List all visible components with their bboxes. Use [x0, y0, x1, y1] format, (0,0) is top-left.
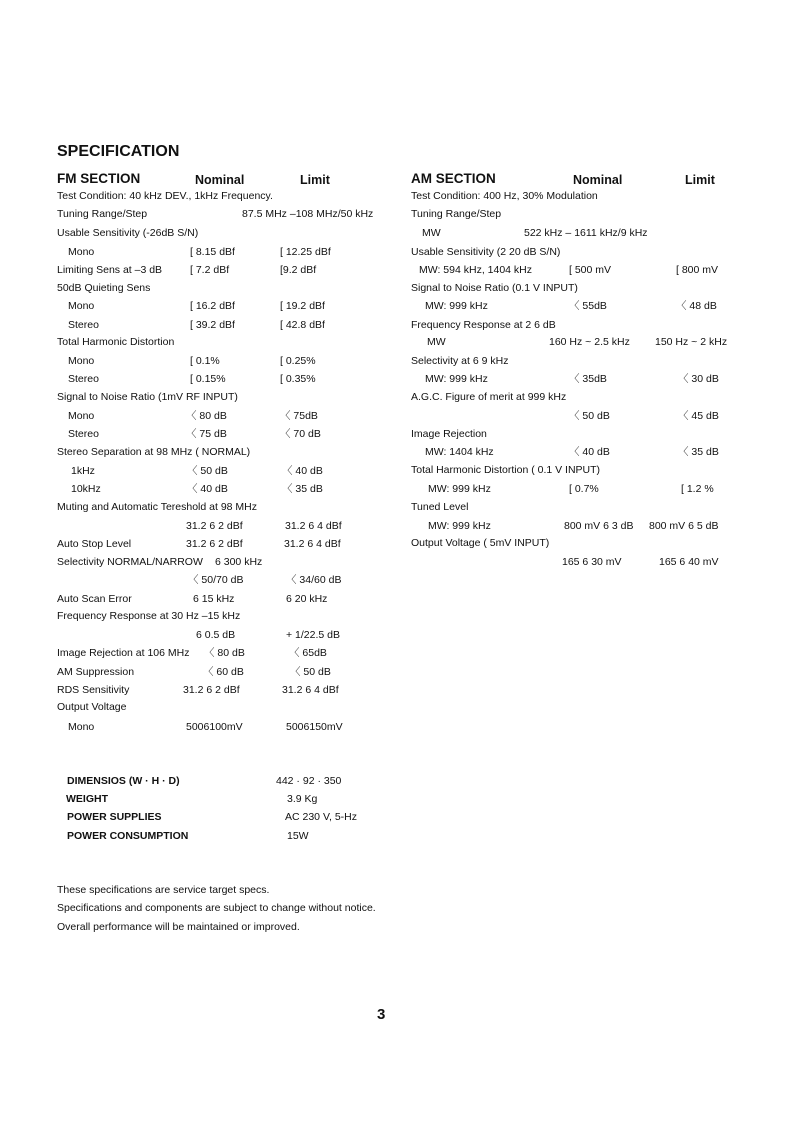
fm-section-heading: FM SECTION	[57, 171, 141, 186]
fm-sep-1k-label: 1kHz	[71, 465, 95, 477]
fm-selectivity-inline: 6 300 kHz	[215, 556, 263, 568]
am-agc-label: A.G.C. Figure of merit at 999 kHz	[411, 391, 567, 403]
fm-outvolt-mono-label: Mono	[68, 721, 95, 733]
fm-snr-stereo-limit: 〈 70 dB	[280, 428, 321, 440]
fm-selectivity-limit: 〈 34/60 dB	[286, 574, 342, 586]
fm-amsupp-nominal: 〈 60 dB	[203, 666, 244, 678]
fm-amsupp-limit: 〈 50 dB	[290, 666, 331, 678]
am-image-mw-label: MW: 1404 kHz	[425, 446, 494, 458]
fm-freqresp-limit: + 1/22.5 dB	[286, 629, 341, 641]
fm-thd-mono-label: Mono	[68, 355, 95, 367]
am-test-condition: Test Condition: 400 Hz, 30% Modulation	[411, 190, 598, 202]
fm-autostop-nominal: 31.2 6 2 dBf	[186, 538, 243, 550]
note-line: These specifications are service target specs.	[57, 884, 270, 896]
dimensions-value: 442 · 92 · 350	[276, 775, 342, 787]
fm-limit-header: Limit	[300, 173, 330, 187]
page-number: 3	[377, 1006, 386, 1023]
fm-sep-10k-limit: 〈 35 dB	[282, 483, 323, 495]
am-thd-mw-label: MW: 999 kHz	[428, 483, 491, 495]
power-consumption-value: 15W	[287, 830, 309, 842]
am-tuned-label: Tuned Level	[411, 501, 469, 513]
fm-image-limit: 〈 65dB	[289, 647, 327, 659]
power-supplies-label: POWER SUPPLIES	[67, 811, 162, 823]
fm-snr-stereo-nominal: 〈 75 dB	[186, 428, 227, 440]
fm-muting-label: Muting and Automatic Tereshold at 98 MHz	[57, 501, 257, 513]
am-snr-mw-nominal: 〈 55dB	[569, 300, 607, 312]
fm-limiting-nominal: [ 7.2 dBf	[190, 264, 230, 276]
am-image-label: Image Rejection	[411, 428, 487, 440]
page-title: SPECIFICATION	[57, 143, 180, 160]
am-image-mw-limit: 〈 35 dB	[678, 446, 719, 458]
weight-value: 3.9 Kg	[287, 793, 318, 805]
fm-sep-1k-nominal: 〈 50 dB	[187, 465, 228, 477]
fm-quieting-stereo-label: Stereo	[68, 319, 99, 331]
fm-quieting-stereo-limit: [ 42.8 dBf	[280, 319, 325, 331]
fm-nominal-header: Nominal	[195, 173, 245, 187]
am-thd-mw-limit: [ 1.2 %	[681, 483, 714, 495]
fm-quieting-label: 50dB Quieting Sens	[57, 282, 151, 294]
fm-limiting-limit: [9.2 dBf	[280, 264, 317, 276]
fm-snr-mono-label: Mono	[68, 410, 95, 422]
fm-quieting-stereo-nominal: [ 39.2 dBf	[190, 319, 235, 331]
fm-rds-label: RDS Sensitivity	[57, 684, 130, 696]
am-selectivity-mw-label: MW: 999 kHz	[425, 373, 488, 385]
fm-usable-label: Usable Sensitivity (-26dB S/N)	[57, 227, 199, 239]
fm-outvolt-mono-nominal: 5006100mV	[186, 721, 243, 733]
fm-autostop-limit: 31.2 6 4 dBf	[284, 538, 341, 550]
fm-tuning-value: 87.5 MHz –108 MHz/50 kHz	[242, 208, 374, 220]
am-tuning-mw-value: 522 kHz – 1611 kHz/9 kHz	[524, 227, 648, 239]
fm-test-condition: Test Condition: 40 kHz DEV., 1kHz Frequency.	[57, 190, 273, 202]
am-usable-label: Usable Sensitivity (2 20 dB S/N)	[411, 246, 561, 258]
am-outvolt-limit: 165 6 40 mV	[659, 556, 719, 568]
am-usable-mw-label: MW: 594 kHz, 1404 kHz	[419, 264, 533, 276]
fm-selectivity-label: Selectivity NORMAL/NARROW	[57, 556, 203, 568]
fm-snr-label: Signal to Noise Ratio (1mV RF INPUT)	[57, 391, 238, 403]
am-section-heading: AM SECTION	[411, 171, 496, 186]
fm-outvolt-mono-limit: 5006150mV	[286, 721, 343, 733]
am-usable-mw-nominal: [ 500 mV	[569, 264, 612, 276]
am-snr-label: Signal to Noise Ratio (0.1 V INPUT)	[411, 282, 578, 294]
fm-sep-1k-limit: 〈 40 dB	[282, 465, 323, 477]
fm-snr-mono-nominal: 〈 80 dB	[186, 410, 227, 422]
fm-separation-label: Stereo Separation at 98 MHz ( NORMAL)	[57, 446, 251, 458]
am-snr-mw-label: MW: 999 kHz	[425, 300, 488, 312]
power-supplies-value: AC 230 V, 5-Hz	[285, 811, 357, 823]
fm-autoscan-label: Auto Scan Error	[57, 593, 132, 605]
note-line: Overall performance will be maintained or improved.	[57, 921, 300, 933]
am-thd-label: Total Harmonic Distortion ( 0.1 V INPUT)	[411, 464, 601, 476]
fm-rds-nominal: 31.2 6 2 dBf	[183, 684, 240, 696]
fm-thd-stereo-label: Stereo	[68, 373, 99, 385]
am-tuned-mw-label: MW: 999 kHz	[428, 520, 491, 532]
fm-autoscan-nominal: 6 15 kHz	[193, 593, 235, 605]
fm-outvolt-label: Output Voltage	[57, 701, 127, 713]
am-tuned-mw-limit: 800 mV 6 5 dB	[649, 520, 719, 532]
fm-rds-limit: 31.2 6 4 dBf	[282, 684, 339, 696]
am-freqresp-mw-limit: 150 Hz ~ 2 kHz	[655, 336, 728, 348]
fm-muting-nominal: 31.2 6 2 dBf	[186, 520, 243, 532]
am-tuning-label: Tuning Range/Step	[411, 208, 502, 220]
fm-muting-limit: 31.2 6 4 dBf	[285, 520, 342, 532]
dimensions-label: DIMENSIOS (W · H · D)	[67, 775, 180, 787]
fm-snr-mono-limit: 〈 75dB	[280, 410, 318, 422]
fm-usable-mono-limit: [ 12.25 dBf	[280, 246, 331, 258]
fm-thd-stereo-limit: [ 0.35%	[280, 373, 316, 385]
am-nominal-header: Nominal	[573, 173, 623, 187]
am-usable-mw-limit: [ 800 mV	[676, 264, 719, 276]
am-tuning-mw-label: MW	[422, 227, 441, 239]
fm-freqresp-label: Frequency Response at 30 Hz –15 kHz	[57, 610, 241, 622]
fm-tuning-label: Tuning Range/Step	[57, 208, 148, 220]
am-outvolt-label: Output Voltage ( 5mV INPUT)	[411, 537, 550, 549]
fm-autostop-label: Auto Stop Level	[57, 538, 132, 550]
am-selectivity-mw-nominal: 〈 35dB	[569, 373, 607, 385]
fm-thd-mono-nominal: [ 0.1%	[190, 355, 220, 367]
fm-usable-mono-label: Mono	[68, 246, 95, 258]
fm-quieting-mono-nominal: [ 16.2 dBf	[190, 300, 235, 312]
fm-thd-label: Total Harmonic Distortion	[57, 336, 175, 348]
fm-image-nominal: 〈 80 dB	[204, 647, 245, 659]
fm-thd-mono-limit: [ 0.25%	[280, 355, 316, 367]
am-selectivity-label: Selectivity at 6 9 kHz	[411, 355, 509, 367]
fm-usable-mono-nominal: [ 8.15 dBf	[190, 246, 235, 258]
fm-limiting-label: Limiting Sens at –3 dB	[57, 264, 163, 276]
fm-quieting-mono-label: Mono	[68, 300, 95, 312]
fm-amsupp-label: AM Suppression	[57, 666, 135, 678]
fm-autoscan-limit: 6 20 kHz	[286, 593, 328, 605]
am-image-mw-nominal: 〈 40 dB	[569, 446, 610, 458]
am-agc-limit: 〈 45 dB	[678, 410, 719, 422]
note-line: Specifications and components are subject to change without notice.	[57, 902, 376, 914]
am-limit-header: Limit	[685, 173, 715, 187]
am-outvolt-nominal: 165 6 30 mV	[562, 556, 622, 568]
fm-quieting-mono-limit: [ 19.2 dBf	[280, 300, 325, 312]
fm-sep-10k-nominal: 〈 40 dB	[187, 483, 228, 495]
fm-sep-10k-label: 10kHz	[71, 483, 101, 495]
weight-label: WEIGHT	[66, 793, 108, 805]
fm-thd-stereo-nominal: [ 0.15%	[190, 373, 226, 385]
am-freqresp-mw-label: MW	[427, 336, 446, 348]
am-snr-mw-limit: 〈 48 dB	[676, 300, 717, 312]
fm-selectivity-nominal: 〈 50/70 dB	[188, 574, 244, 586]
am-freqresp-mw-nominal: 160 Hz ~ 2.5 kHz	[549, 336, 630, 348]
am-selectivity-mw-limit: 〈 30 dB	[678, 373, 719, 385]
am-agc-nominal: 〈 50 dB	[569, 410, 610, 422]
fm-image-label: Image Rejection at 106 MHz	[57, 647, 190, 659]
fm-freqresp-nominal: 6 0.5 dB	[196, 629, 236, 641]
power-consumption-label: POWER CONSUMPTION	[67, 830, 189, 842]
am-freqresp-label: Frequency Response at 2 6 dB	[411, 319, 556, 331]
am-thd-mw-nominal: [ 0.7%	[569, 483, 599, 495]
am-tuned-mw-nominal: 800 mV 6 3 dB	[564, 520, 634, 532]
fm-snr-stereo-label: Stereo	[68, 428, 99, 440]
